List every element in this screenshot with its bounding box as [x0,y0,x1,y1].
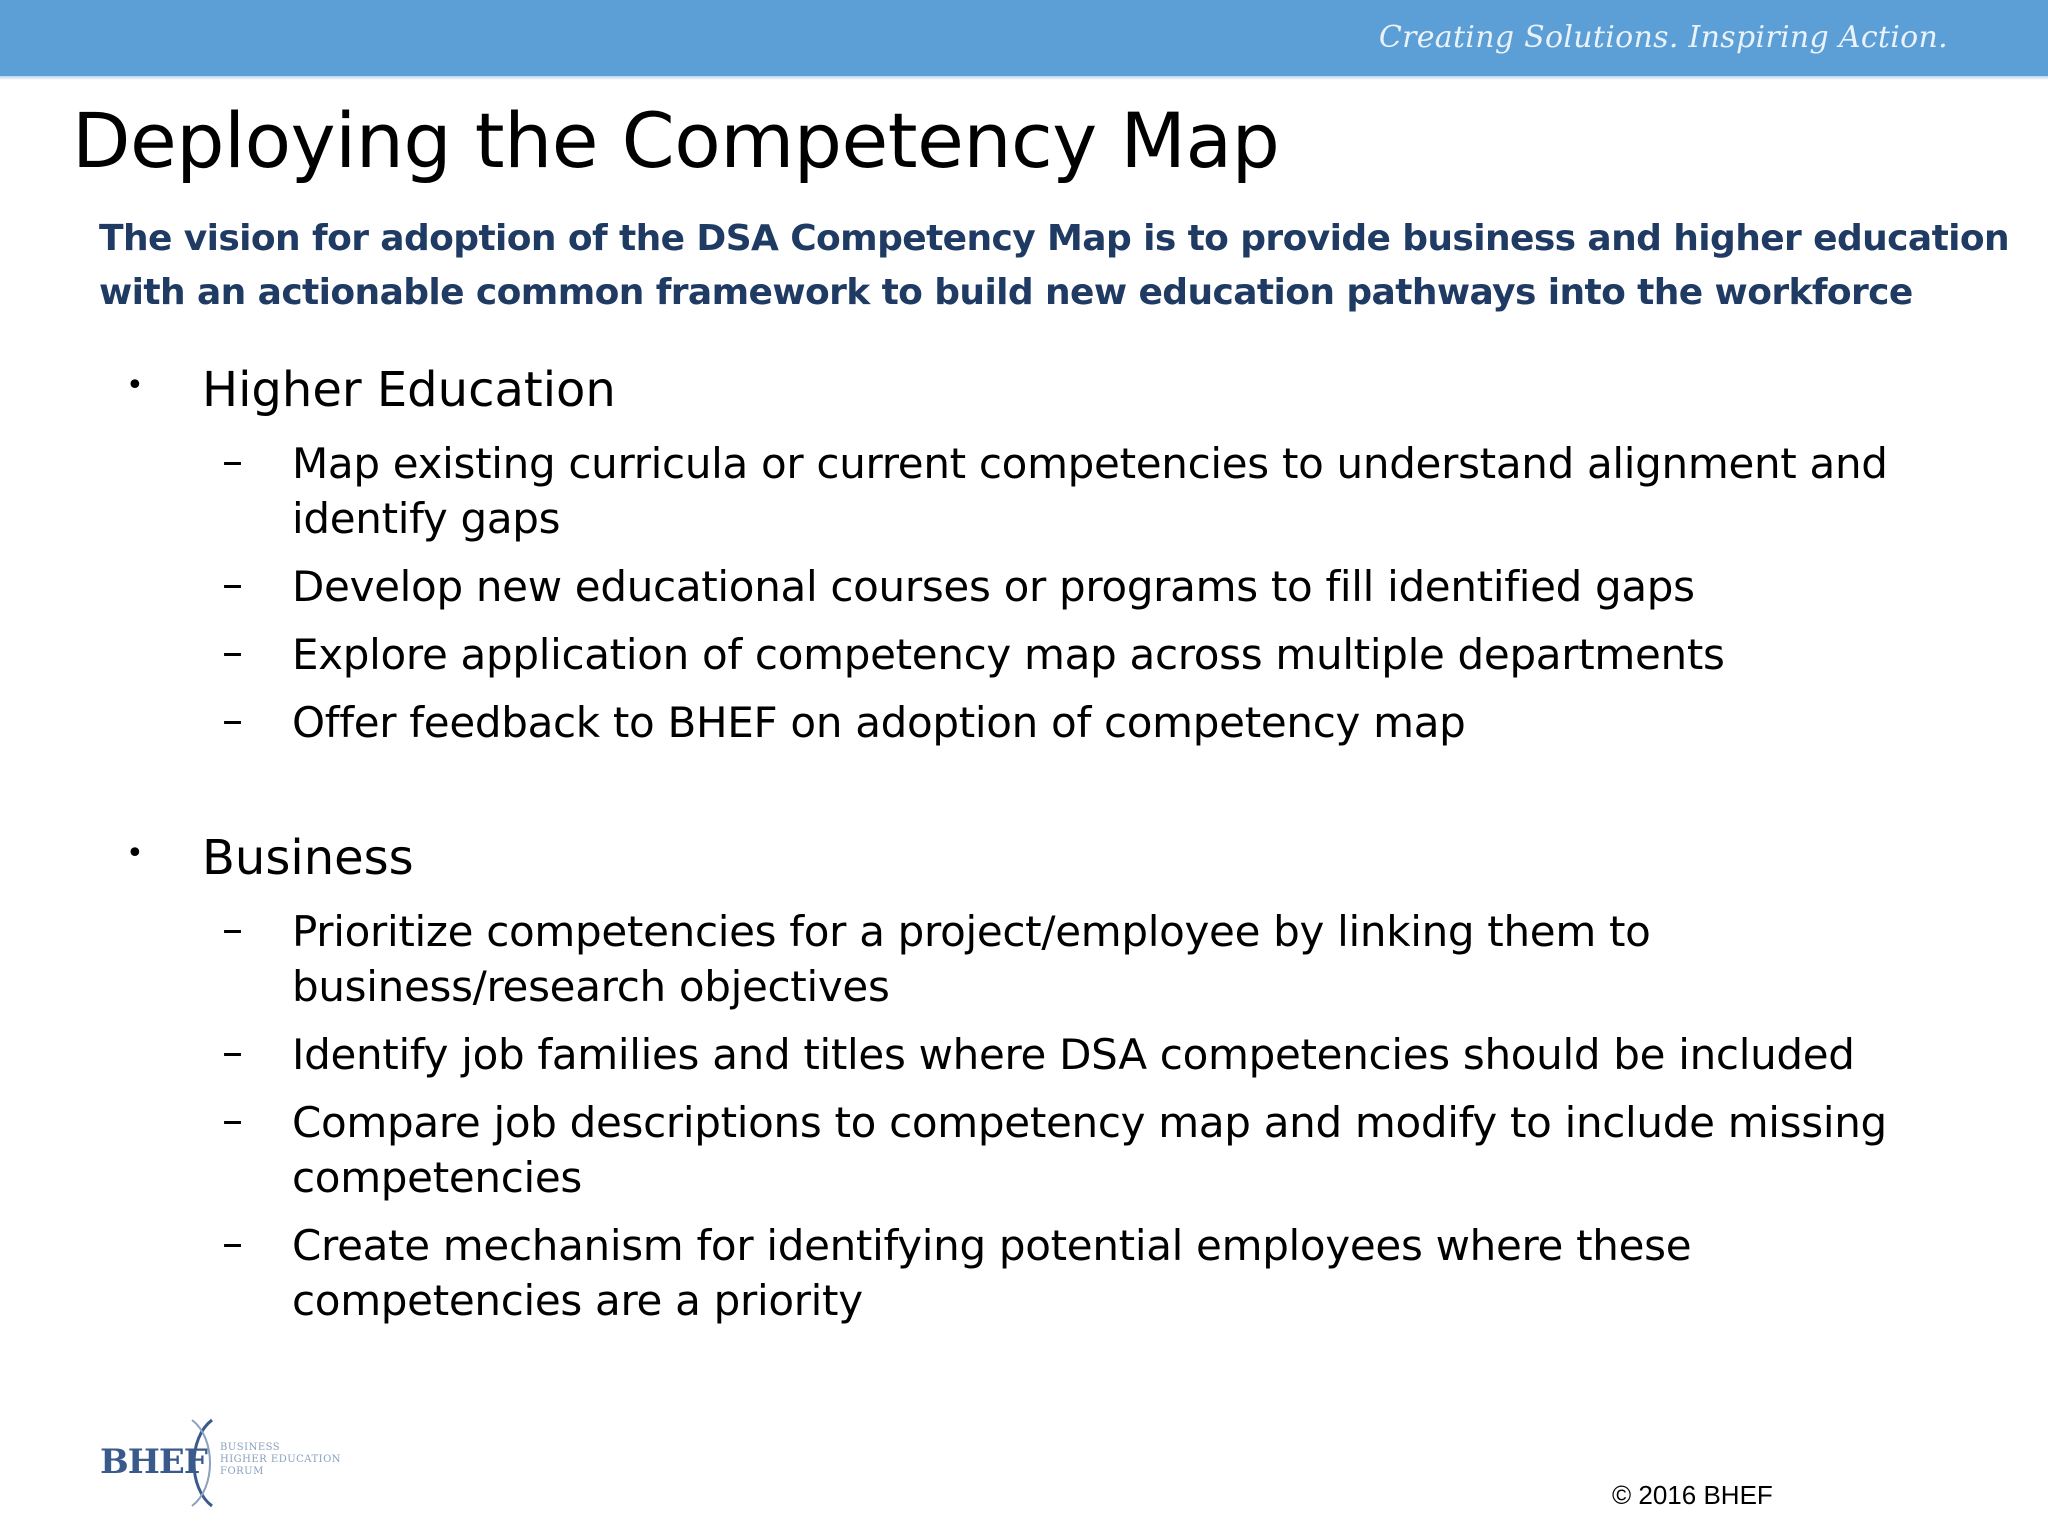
list-item [292,1027,1992,1082]
vision-statement [99,212,2010,320]
list-item-line: Develop new educational courses or programs to fill identified gaps [292,562,1695,611]
page-title: Deploying the Competency Map [72,96,1280,185]
logo-subtext-line: FORUM [220,1466,264,1477]
list-item-line: competencies are a priority [292,1276,863,1325]
list-item-line: Map existing curricula or current competencies to understand alignment and [292,439,1888,488]
section-heading-higher-education: Higher Education [202,362,616,418]
list-item [292,904,1992,1014]
list-item [292,1218,1992,1328]
dash-icon: – [222,904,243,953]
logo-text: BHEF [100,1442,207,1482]
list-item-line: Identify job families and titles where DSA competencies should be included [292,1030,1855,1079]
helix-logo-icon [182,1418,222,1508]
list-item-line: identify gaps [292,494,561,543]
dash-icon: – [222,1027,243,1076]
list-item-line: Prioritize competencies for a project/employee by linking them to [292,907,1651,956]
list-item [292,436,1992,546]
list-item-line: Compare job descriptions to competency map and modify to include missing [292,1098,1887,1147]
dash-icon: – [222,559,243,608]
dash-icon: – [222,1095,243,1144]
vision-statement-line: with an actionable common framework to build new education pathways into the workforce [99,272,1913,313]
bhef-logo [100,1418,360,1508]
logo-subtext-line: BUSINESS [220,1442,281,1453]
dash-icon: – [222,436,243,485]
header-tagline: Creating Solutions. Inspiring Action. [1378,20,1948,55]
list-item-line: business/research objectives [292,962,890,1011]
list-item-line: Offer feedback to BHEF on adoption of competency map [292,698,1466,747]
header-band-shadow [0,76,2048,80]
dash-icon: – [222,695,243,744]
list-item-line: Explore application of competency map across multiple departments [292,630,1725,679]
list-item-line: competencies [292,1153,583,1202]
dash-icon: – [222,627,243,676]
list-item-line: Create mechanism for identifying potential employees where these [292,1221,1692,1270]
list-item [292,1095,1992,1205]
logo-subtext [220,1442,341,1478]
copyright-notice: © 2016 BHEF [1612,1480,1773,1510]
bullet-icon: • [126,368,144,403]
vision-statement-line: The vision for adoption of the DSA Competency Map is to provide business and higher education [99,218,2010,259]
logo-subtext-line: HIGHER EDUCATION [220,1454,342,1465]
list-item [292,559,1992,614]
dash-icon: – [222,1218,243,1267]
list-item [292,695,1992,750]
list-item [292,627,1992,682]
section-heading-business: Business [202,830,414,886]
bullet-icon: • [126,836,144,871]
